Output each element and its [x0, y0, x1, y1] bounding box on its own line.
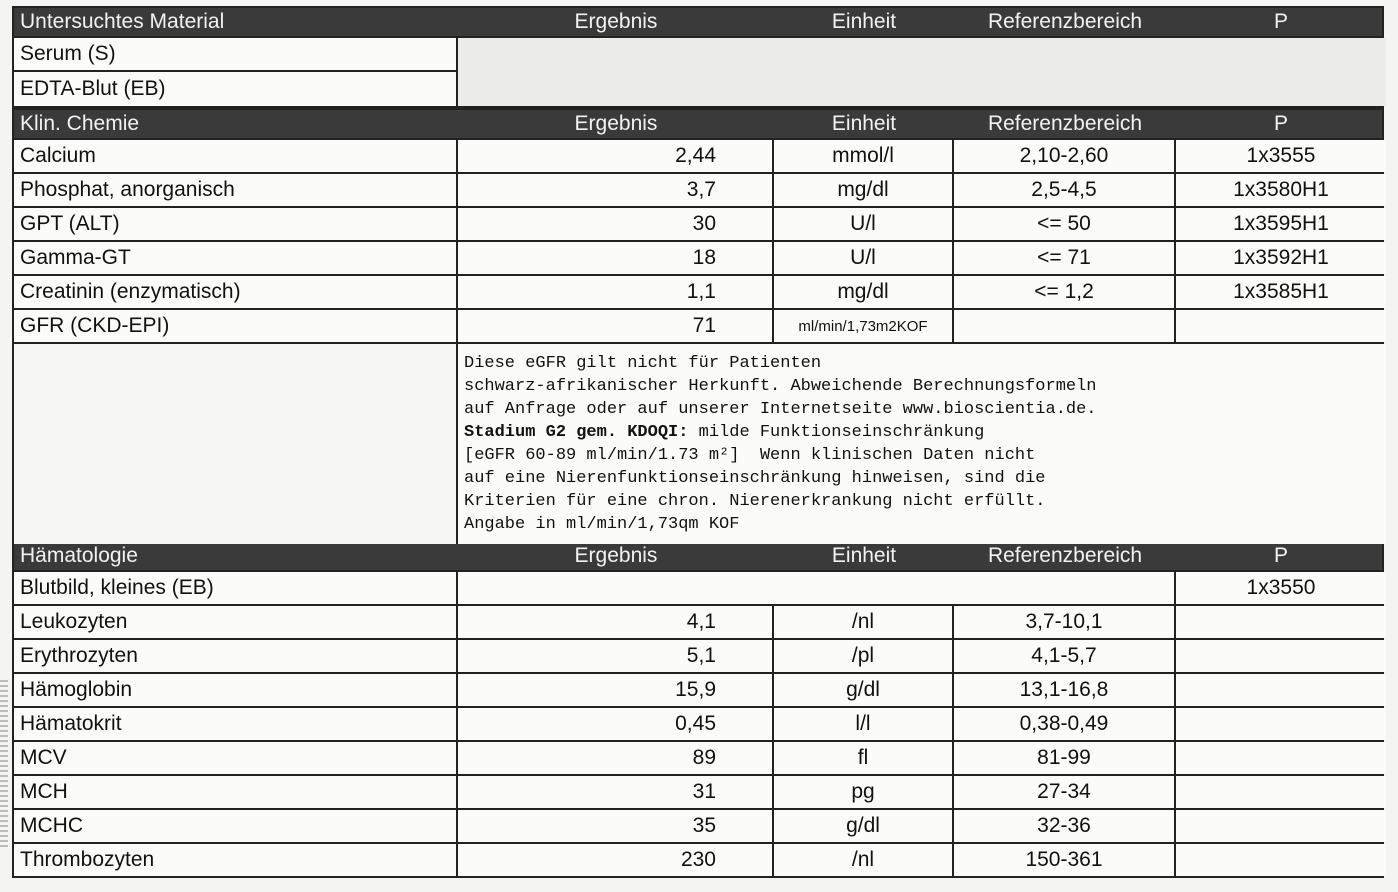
table-row	[12, 174, 1384, 208]
test-reference: 2,5-4,5	[954, 174, 1176, 206]
chemistry-col-ref: Referenzbereich	[987, 112, 1143, 135]
table-row	[12, 640, 1384, 674]
table-row	[12, 708, 1384, 742]
header-col-ref: Referenzbereich	[987, 10, 1143, 33]
test-p: 1x3555	[1176, 140, 1386, 172]
test-result: 5,1	[458, 640, 774, 672]
panel-name: Blutbild, kleines (EB)	[14, 572, 458, 604]
material-header-title: Untersuchtes Material	[20, 10, 225, 33]
test-reference: 0,38-0,49	[954, 708, 1176, 740]
test-p	[1176, 844, 1386, 876]
test-reference: 4,1-5,7	[954, 640, 1176, 672]
hematology-col-p: P	[1273, 544, 1288, 567]
test-name: Hämatokrit	[14, 708, 458, 740]
test-p	[1176, 810, 1386, 842]
panel-p: 1x3550	[1176, 572, 1386, 604]
test-result: 0,45	[458, 708, 774, 740]
header-col-p: P	[1273, 10, 1288, 33]
test-reference: 27-34	[954, 776, 1176, 808]
test-unit: /nl	[774, 606, 954, 638]
header-col-unit: Einheit	[831, 10, 897, 33]
table-row	[12, 810, 1384, 844]
test-reference: 32-36	[954, 810, 1176, 842]
test-reference: <= 1,2	[954, 276, 1176, 308]
test-name: Thrombozyten	[14, 844, 458, 876]
chemistry-header	[12, 108, 1384, 140]
panel-row	[12, 572, 1384, 606]
test-p	[1176, 640, 1386, 672]
note-line: Angabe in ml/min/1,73qm KOF	[464, 515, 740, 534]
test-name: Gamma-GT	[14, 242, 458, 274]
test-reference: <= 50	[954, 208, 1176, 240]
note-line: [eGFR 60-89 ml/min/1.73 m²] Wenn klinischen Daten nicht	[464, 446, 1036, 465]
material-item: Serum (S)	[14, 38, 456, 72]
table-row	[12, 276, 1384, 310]
test-name: GPT (ALT)	[14, 208, 458, 240]
test-unit: U/l	[774, 208, 954, 240]
test-p	[1176, 606, 1386, 638]
scan-edge-mark	[0, 680, 8, 850]
test-unit: U/l	[774, 242, 954, 274]
test-name: Calcium	[14, 140, 458, 172]
test-result: 89	[458, 742, 774, 774]
hematology-title: Hämatologie	[20, 544, 138, 567]
test-result: 3,7	[458, 174, 774, 206]
test-p	[1176, 776, 1386, 808]
test-p: 1x3580H1	[1176, 174, 1386, 206]
test-reference	[954, 310, 1176, 342]
test-unit: mmol/l	[774, 140, 954, 172]
test-p	[1176, 742, 1386, 774]
test-result: 1,1	[458, 276, 774, 308]
note-text: milde Funktionseinschränkung	[698, 423, 985, 442]
test-unit: pg	[774, 776, 954, 808]
test-name: Hämoglobin	[14, 674, 458, 706]
test-name: Leukozyten	[14, 606, 458, 638]
test-name: Phosphat, anorganisch	[14, 174, 458, 206]
table-row	[12, 310, 1384, 344]
lab-report	[12, 6, 1384, 878]
header-col-result: Ergebnis	[574, 10, 658, 33]
hematology-rows	[12, 606, 1384, 878]
test-result: 18	[458, 242, 774, 274]
hematology-col-unit: Einheit	[831, 544, 897, 567]
test-reference: <= 71	[954, 242, 1176, 274]
test-result: 15,9	[458, 674, 774, 706]
test-name: Creatinin (enzymatisch)	[14, 276, 458, 308]
table-row	[12, 776, 1384, 810]
table-row	[12, 674, 1384, 708]
note-line: Kriterien für eine chron. Nierenerkrankung nicht erfüllt.	[464, 492, 1046, 511]
table-row	[12, 844, 1384, 878]
test-unit: g/dl	[774, 674, 954, 706]
test-reference: 3,7-10,1	[954, 606, 1176, 638]
test-unit: ml/min/1,73m2KOF	[774, 310, 954, 342]
chemistry-col-unit: Einheit	[831, 112, 897, 135]
note-line	[464, 421, 1380, 444]
note-line: auf Anfrage oder auf unserer Internetseite www.bioscientia.de.	[464, 400, 1097, 419]
test-unit: g/dl	[774, 810, 954, 842]
table-row	[12, 242, 1384, 276]
chemistry-col-result: Ergebnis	[574, 112, 658, 135]
test-unit: /pl	[774, 640, 954, 672]
note-bold: Stadium G2 gem. KDOQI:	[464, 423, 689, 442]
test-p	[1176, 708, 1386, 740]
test-result: 35	[458, 810, 774, 842]
test-reference: 2,10-2,60	[954, 140, 1176, 172]
material-blank	[458, 38, 1386, 106]
table-row	[12, 742, 1384, 776]
note-line: schwarz-afrikanischer Herkunft. Abweichende Berechnungsformeln	[464, 377, 1097, 396]
hematology-col-ref: Referenzbereich	[987, 544, 1143, 567]
test-result: 2,44	[458, 140, 774, 172]
panel-blank	[458, 572, 1176, 604]
test-name: MCV	[14, 742, 458, 774]
note-line: Diese eGFR gilt nicht für Patienten	[464, 354, 822, 373]
test-unit: mg/dl	[774, 276, 954, 308]
test-result: 30	[458, 208, 774, 240]
chemistry-title: Klin. Chemie	[20, 112, 140, 135]
test-p	[1176, 674, 1386, 706]
test-name: MCHC	[14, 810, 458, 842]
material-header	[12, 6, 1384, 38]
hematology-header	[12, 540, 1384, 572]
test-reference: 81-99	[954, 742, 1176, 774]
test-p: 1x3592H1	[1176, 242, 1386, 274]
material-items	[14, 38, 458, 106]
table-row	[12, 208, 1384, 242]
gfr-note-left	[14, 344, 458, 544]
material-item: EDTA-Blut (EB)	[14, 72, 456, 106]
table-row	[12, 140, 1384, 174]
test-name: MCH	[14, 776, 458, 808]
gfr-note-row	[12, 344, 1384, 540]
test-result: 71	[458, 310, 774, 342]
test-result: 4,1	[458, 606, 774, 638]
test-unit: fl	[774, 742, 954, 774]
test-reference: 150-361	[954, 844, 1176, 876]
table-row	[12, 606, 1384, 640]
chemistry-rows	[12, 140, 1384, 344]
hematology-col-result: Ergebnis	[574, 544, 658, 567]
test-name: GFR (CKD-EPI)	[14, 310, 458, 342]
gfr-note	[458, 344, 1386, 544]
test-result: 31	[458, 776, 774, 808]
test-unit: l/l	[774, 708, 954, 740]
test-p: 1x3585H1	[1176, 276, 1386, 308]
test-p: 1x3595H1	[1176, 208, 1386, 240]
chemistry-col-p: P	[1273, 112, 1288, 135]
test-p	[1176, 310, 1386, 342]
note-line: auf eine Nierenfunktionseinschränkung hinweisen, sind die	[464, 469, 1046, 488]
material-list	[12, 38, 1384, 108]
test-unit: /nl	[774, 844, 954, 876]
test-result: 230	[458, 844, 774, 876]
test-reference: 13,1-16,8	[954, 674, 1176, 706]
test-name: Erythrozyten	[14, 640, 458, 672]
test-unit: mg/dl	[774, 174, 954, 206]
